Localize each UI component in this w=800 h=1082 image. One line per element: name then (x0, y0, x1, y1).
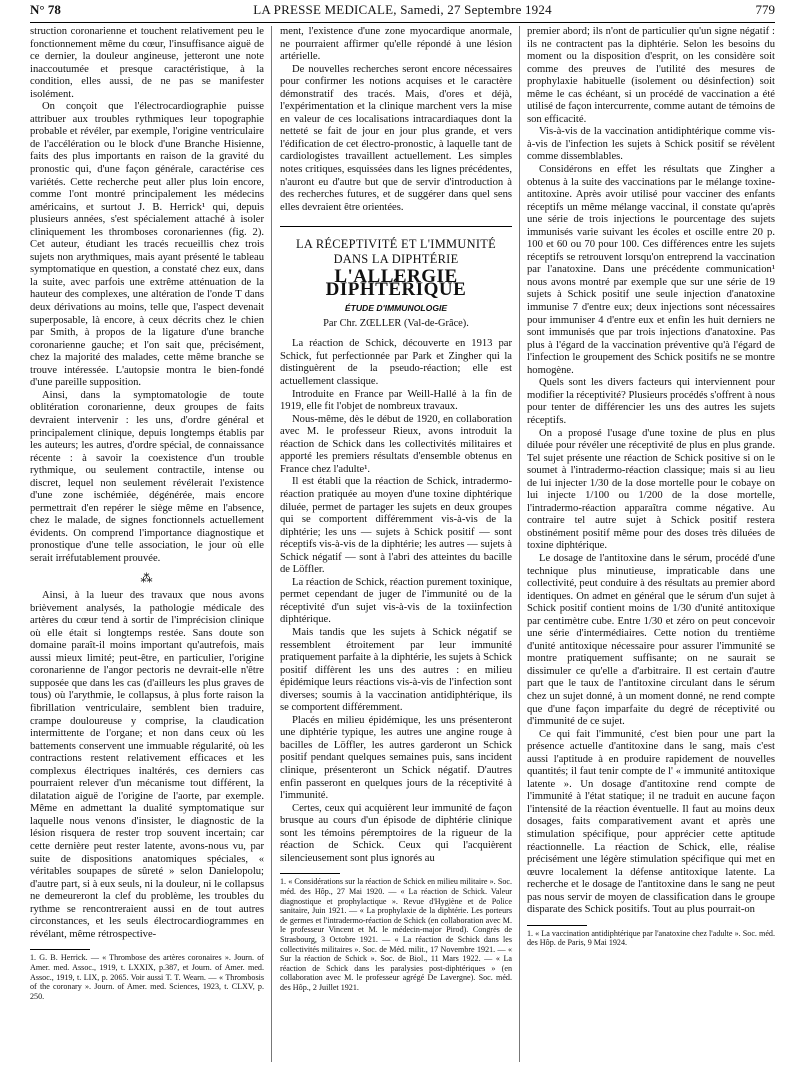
issue-number: N° 78 (30, 2, 61, 17)
article-byline: Par Chr. ZŒLLER (Val-de-Grâce). (323, 317, 469, 329)
column-3 (527, 26, 775, 1066)
footnote-rule (280, 873, 340, 874)
footnote: 1. « La vaccination antidiphtérique par l'anatoxine chez l'adulte ». Soc. méd. des Hôp. de Paris, 9 Mai 1924. (527, 928, 775, 948)
paragraph: On conçoit que l'électrocardiographie puisse attribuer aux troubles rythmiques leur topographie probable et révéler, par exemple, l'origine ventriculaire de l'accélération ou le block d'une Branche Hisienne, faits des plus importants en raison de la gravité du pronostic qui, d'une façon générale, caractérise ces variétés. Cette recherche peut aller plus loin encore, comme l'ont montré principalement les médecins américains, et surtout J. B. Herrick¹ qui, depuis plusieurs années, s'est spécialement attaché à isoler cliniquement les thromboses coronariennes (fig. 2). Cet auteur, étudiant les tracés recueillis chez trois sujets non arythmiques, mais ayant présenté le tableau symptomatique en question, a constaté chez eux, dans la suite, avec parfois une extrême atténuation de la hauteur des complexes, une altération de l'onde T dans deux dérivations au moins, telle que, l'aspect devenait superposable, là encore, à ceux décrits chez le chien par Smith, à propos de la ligature d'une branche coronarienne gauche; et l'on sait que, précisément, chez la majorité des malades, cette même branche se trouve intéressée. L'autopsie montra le bien-fondé d'une pareille supposition. (30, 101, 264, 389)
paragraph: De nouvelles recherches seront encore nécessaires pour confirmer les notions acquises et le caractère démonstratif des tracés. Mais, d'ores et déjà, l'expérimentation et la clinique marchent vers la mise en valeur de ces localisations intracardiaques dont la netteté se fait de jour en jour plus grande, et vers l'édification de cet électro-pronostic, à laquelle tant de cardiologistes travaillent actuellement. Les simples notes critiques, esquissées dans les lignes précédentes, n'auront eu d'autre but que de servir d'introduction à des recherches futures, et de suggérer dans quel sens elles devraient être orientées. (280, 63, 512, 213)
article-kicker: LA RÉCEPTIVITÉ ET L'IMMUNITÉ (295, 237, 497, 252)
column-2 (280, 26, 512, 1066)
masthead-title: LA PRESSE MEDICALE, Samedi, 27 Septembre 1924 (253, 2, 552, 17)
paragraph: Ainsi, dans la symptomatologie de toute oblitération coronarienne, deux groupes de faits devraient intervenir : les uns, d'ordre général et principalement clinique, depuis longtemps établis par les auteurs; les autres, d'ordre spécial, de connaissance récente : à savoir la coexistence d'un trouble rythmique, ou seulement contractile, intense ou discret, lequel non seulement révélerait l'existence d'une zone ischémiée, dégénérée, mais encore permettrait d'en repérer le siège même en l'absence, chez le malade, de signes fonctionnels actuellement évidents. On comprend l'importance diagnostique et pronostique d'une telle association, le jour où elle serait irréfutablement prouvée. (30, 389, 264, 564)
column-separator (519, 26, 520, 1062)
footnote-rule (527, 925, 587, 926)
paragraph: Vis-à-vis de la vaccination antidiphtérique comme vis-à-vis de l'infection les sujets à Schick positif se révèlent comme dissemblables. (527, 126, 775, 163)
paragraph: La réaction de Schick, découverte en 1913 par Schick, fut perfectionnée par Park et Zingher qui la distinguèrent de la pseudo-réaction; elle est actuellement classique. (280, 338, 512, 388)
page-header (30, 0, 775, 18)
column-separator (271, 26, 272, 1062)
paragraph: Mais tandis que les sujets à Schick négatif se ressemblent étroitement par leur immunité pratiquement parfaite à la diphtérie, les sujets à Schick positif diffèrent les uns des autres : en milieu épidémique leurs réactions vis-à-vis de l'infection sont diverses; soumis à la vaccination antidiphtérique, ils se comportent différemment. (280, 626, 512, 714)
paragraph: Quels sont les divers facteurs qui interviennent pour modifier la réceptivité? Plusieurs procédés s'offrent à nous pour tenter de différencier les uns des autres les sujets réceptifs. (527, 377, 775, 426)
paragraph: Placés en milieu épidémique, les uns présenteront une diphtérie typique, les autres une angine rouge à bacilles de Löffler, les autres garderont un Schick positif pendant quelques semaines puis, sans incident clinique, présenteront un Schick négatif. D'autres enfin passeront en quelques jours de la réceptivité à l'immunité. (280, 714, 512, 802)
paragraph: Nous-même, dès le début de 1920, en collaboration avec M. le professeur Rieux, avons introduit la réaction de Schick dans les collectivités militaires et apporté les premiers résultats d'ensemble obtenus en France chez l'adulte¹. (280, 413, 512, 475)
paragraph: Introduite en France par Weill-Hallé à la fin de 1919, elle fit l'objet de nombreux travaux. (280, 388, 512, 413)
paragraph: Il est établi que la réaction de Schick, intradermo-réaction pratiquée au moyen d'une toxine diphtérique diluée, permet de partager les sujets en deux groupes qui se comportent différemment vis-à-vis de la diphtérie; les uns — sujets à Schick positif — sont réceptifs vis-à-vis de la diphtérie; les autres — sujets à Schick négatif — sont à l'abri des atteintes du bacille de Löffler. (280, 476, 512, 576)
paragraph: ment, l'existence d'une zone myocardique anormale, ne pourraient affirmer qu'elle répondé à une lésion artérielle. (280, 26, 512, 63)
footnote: 1. G. B. Herrick. — « Thrombose des artères coronaires ». Journ. of Amer. med. Assoc., 1919, t. LXXIX, p.387, et Journ. of Amer. med. Assoc., 1919, t. LIX, p. 2065. Voir aussi T. T. Wearn. — « Thrombosis of the coronary ». Journ. of Amer. med. Sciences, 1923, t. CLXV, p. 250. (30, 953, 264, 1001)
paragraph: premier abord; ils n'ont de particulier qu'un signe négatif : ils ne contractent pas la diphtérie. Selon les besoins du moment ou la disposition d'esprit, on les considère soit comme des preuves de l'utilité des mesures de prophylaxie habituelle (isolement ou désinfection) soit même le cas échéant, si un procédé de vaccination a été utilisé de façon intercurrente, comme autant de témoins de son efficacité. (527, 26, 775, 125)
article-title: L'ALLERGIE DIPHTÉRIQUE (325, 266, 467, 300)
paragraph: Certes, ceux qui acquièrent leur immunité de façon brusque au cours d'un épisode de diphtérie clinique sont les témoins péremptoires de la rigueur de la réaction de Schick. Ceux qui l'acquièrent silencieusement sont plus ignorés au (280, 802, 512, 864)
article-kicker: DANS LA DIPHTÉRIE (333, 252, 459, 267)
folio: 779 (755, 2, 775, 17)
paragraph: Ainsi, à la lueur des travaux que nous avons brièvement analysés, la pathologie médicale des artères du cœur tend à sortir de l'imprécision clinique où elle était si longtemps restée. Sans doute son domaine paraît-il moins important qu'autrefois, mais aussi mieux limité; peut-être, en particulier, l'origine coronarienne de l'angor pectoris ne devrait-elle n'être supposée que dans les cas (d'ailleurs les plus graves de tous) où l'arythmie, le collapsus, à plus forte raison la fibrillation ventriculaire, semblent bien traduire, crampe douloureuse y comprise, la claudication intermittente de l'organe; et non dans ceux où les battements conservent une immuable régularité, où les contractions restent relativement efficaces et les complexus électriques inaltérés, ces derniers cas pourraient relever d'un mécanisme tout différent, la dilatation aiguë de l'origine de l'aorte, par exemple. Même en admettant la dualité symptomatique sur laquelle nous venons d'insister, le diagnostic de la lésion risquera de rester trop souvent incertain; car cette dernière peut rester latente, avons-nous vu, par suite de dispositions anatomiques spéciales, « véritables soupapes de sûreté » selon Danielopolu; d'autre part, si à eux seuls, ni la douleur, ni le collapsus ne demeureront la clef du problème, les troubles du rythme se rencontreraient aussi en de tout autres circonstances, et les seuls électrocardiogrammes en révélant, même rétrospective- (30, 590, 264, 940)
article-subtitle: ÉTUDE D'IMMUNOLOGIE (344, 303, 448, 314)
paragraph: Ce qui fait l'immunité, c'est bien pour une part la présence actuelle d'antitoxine dans le sang, mais c'est aussi l'aptitude à en produire rapidement de nouvelles quantités; il faut tenir compte de l' « immunité antitoxique latente ». Un dosage d'antitoxine rend compte de l'immunité à l'état statique; il ne traduit en aucune façon l'intensité de la réaction éventuelle. Il faut au moins deux dosages, faits comparativement avant et après une stimulation spécifique, pour apprécier cette aptitude réactionnelle. La réaction de Schick, elle, réalise précisément une légère stimulation spécifique qui met en œuvre localement la défense antitoxique latente. La recherche et le dosage de l'antitoxine dans le sang ne peut pas nous servir de moyen de classification dans le groupe disparate des Schick positifs. Tout au plus pourrait-on (527, 728, 775, 916)
paragraph: Considérons en effet les résultats que Zingher a obtenus à la suite des vaccinations par le mélange toxine-antitoxine. Après avoir utilisé pour vacciner des enfants réceptifs un même mélange vaccinal, il constate qu'après une série de trois injections le pourcentage des sujets immunisés varie suivant les écoles et oscille entre 20 p. 100 et 60 ou 70 pour 100. Ces différences entre les sujets réceptifs se retrouvent lorsqu'on entreprend la vaccination par l'anatoxine. Dans une précédente communication¹ nous avons montré par exemple que sur une série de 19 sujets à Schick positif une seule injection d'anatoxine immunise 7 d'entre eux; deux injections sont nécessaires pour immuniser 4 d'entre eux et enfin les huit derniers ne sont immunisés que par trois injections d'anatoxine. Pas plus à l'égard de la vaccination préventive qu'à l'égard de l'infection le groupement des Schick positifs ne se montre homogène. (527, 164, 775, 376)
column-1 (30, 26, 264, 1066)
footnote-rule (30, 949, 90, 950)
paragraph: Le dosage de l'antitoxine dans le sérum, procédé d'une technique plus minutieuse, impraticable dans une collectivité, peut conduire à des résultats au premier abord identiques. On admet en général que le sérum d'un sujet à Schick positif contient moins de 1/30 d'unité antitoxique par centimètre cube. Entre 1/30 et zéro on peut concevoir une série d'intermédiaires. Cette notion du trentième d'unité antitoxique nécessaire pour assurer l'immunité se montre pratiquement suffisante; on ne saurait se dissimuler ce qu'elle a d'arbitraire. Il est certain d'autre part que le taux de l'antitoxine circulant dans le sérum chez un sujet donné, à un moment donné, ne rend compte que d'une façon imparfaite du degré de réceptivité ou d'immunité de ce sujet. (527, 552, 775, 728)
article-rule (280, 226, 512, 227)
paragraph: struction coronarienne et touchent relativement peu le fonctionnement même du cœur, l'insuffisance aiguë de ce dernier, la douleur angineuse, jetteront une note inaccoutumée et presque caractéristique, à la condition, elles aussi, de ne pas se manifester isolément. (30, 26, 264, 100)
header-rule (30, 22, 775, 23)
footnote: 1. « Considérations sur la réaction de Schick en milieu militaire ». Soc. méd. des Hôp., 27 Mai 1920. — « La réaction de Schick. Valeur diagnostique et prophylactique ». Revue d'Hygiène et de Police sanitaire, Juin 1921. — « La prophylaxie de la diphtérie. Les porteurs de germes et l'intradermo-réaction de Schick (en collaboration avec M. le professeur Vincent et M. le médecin-major Pirod). Congrès de Strasbourg, 3 Octobre 1921. — « La réaction de Schick dans les collectivités militaires ». Soc. de Méd. milit., 17 Novembre 1921. — « Sur la réaction de Schick ». Soc. de Biol., 11 Mars 1922. — « La réaction de Schick dans les paralysies post-diphtériques » (en collaboration avec M. le professeur agrégé De Lavergne). Soc. méd. des Hôp., 2 Juillet 1921. (280, 877, 512, 992)
paragraph: On a proposé l'usage d'une toxine de plus en plus diluée pour révéler une réceptivité de plus en plus grande. Tel sujet présente une réaction de Schick positive si on le soumet à l'intradermo-réaction classique; mais si au lieu de lui injecter 1/30 de la dose mortelle pour le cobaye on lui injecte 1/100 ou 1/200 de la dose mortelle, l'intradermo-réaction apparaîtra comme négative. Au contraire tel autre sujet à Schick positif restera obstinément positif même pour des doses très diluées de toxine diphtérique. (527, 427, 775, 552)
paragraph: La réaction de Schick, réaction purement toxinique, permet cependant de juger de l'immunité ou de la réceptivité d'un sujet vis-à-vis de la toxiinfection diphtérique. (280, 576, 512, 626)
section-break-asterism: ⁂ (140, 570, 154, 585)
